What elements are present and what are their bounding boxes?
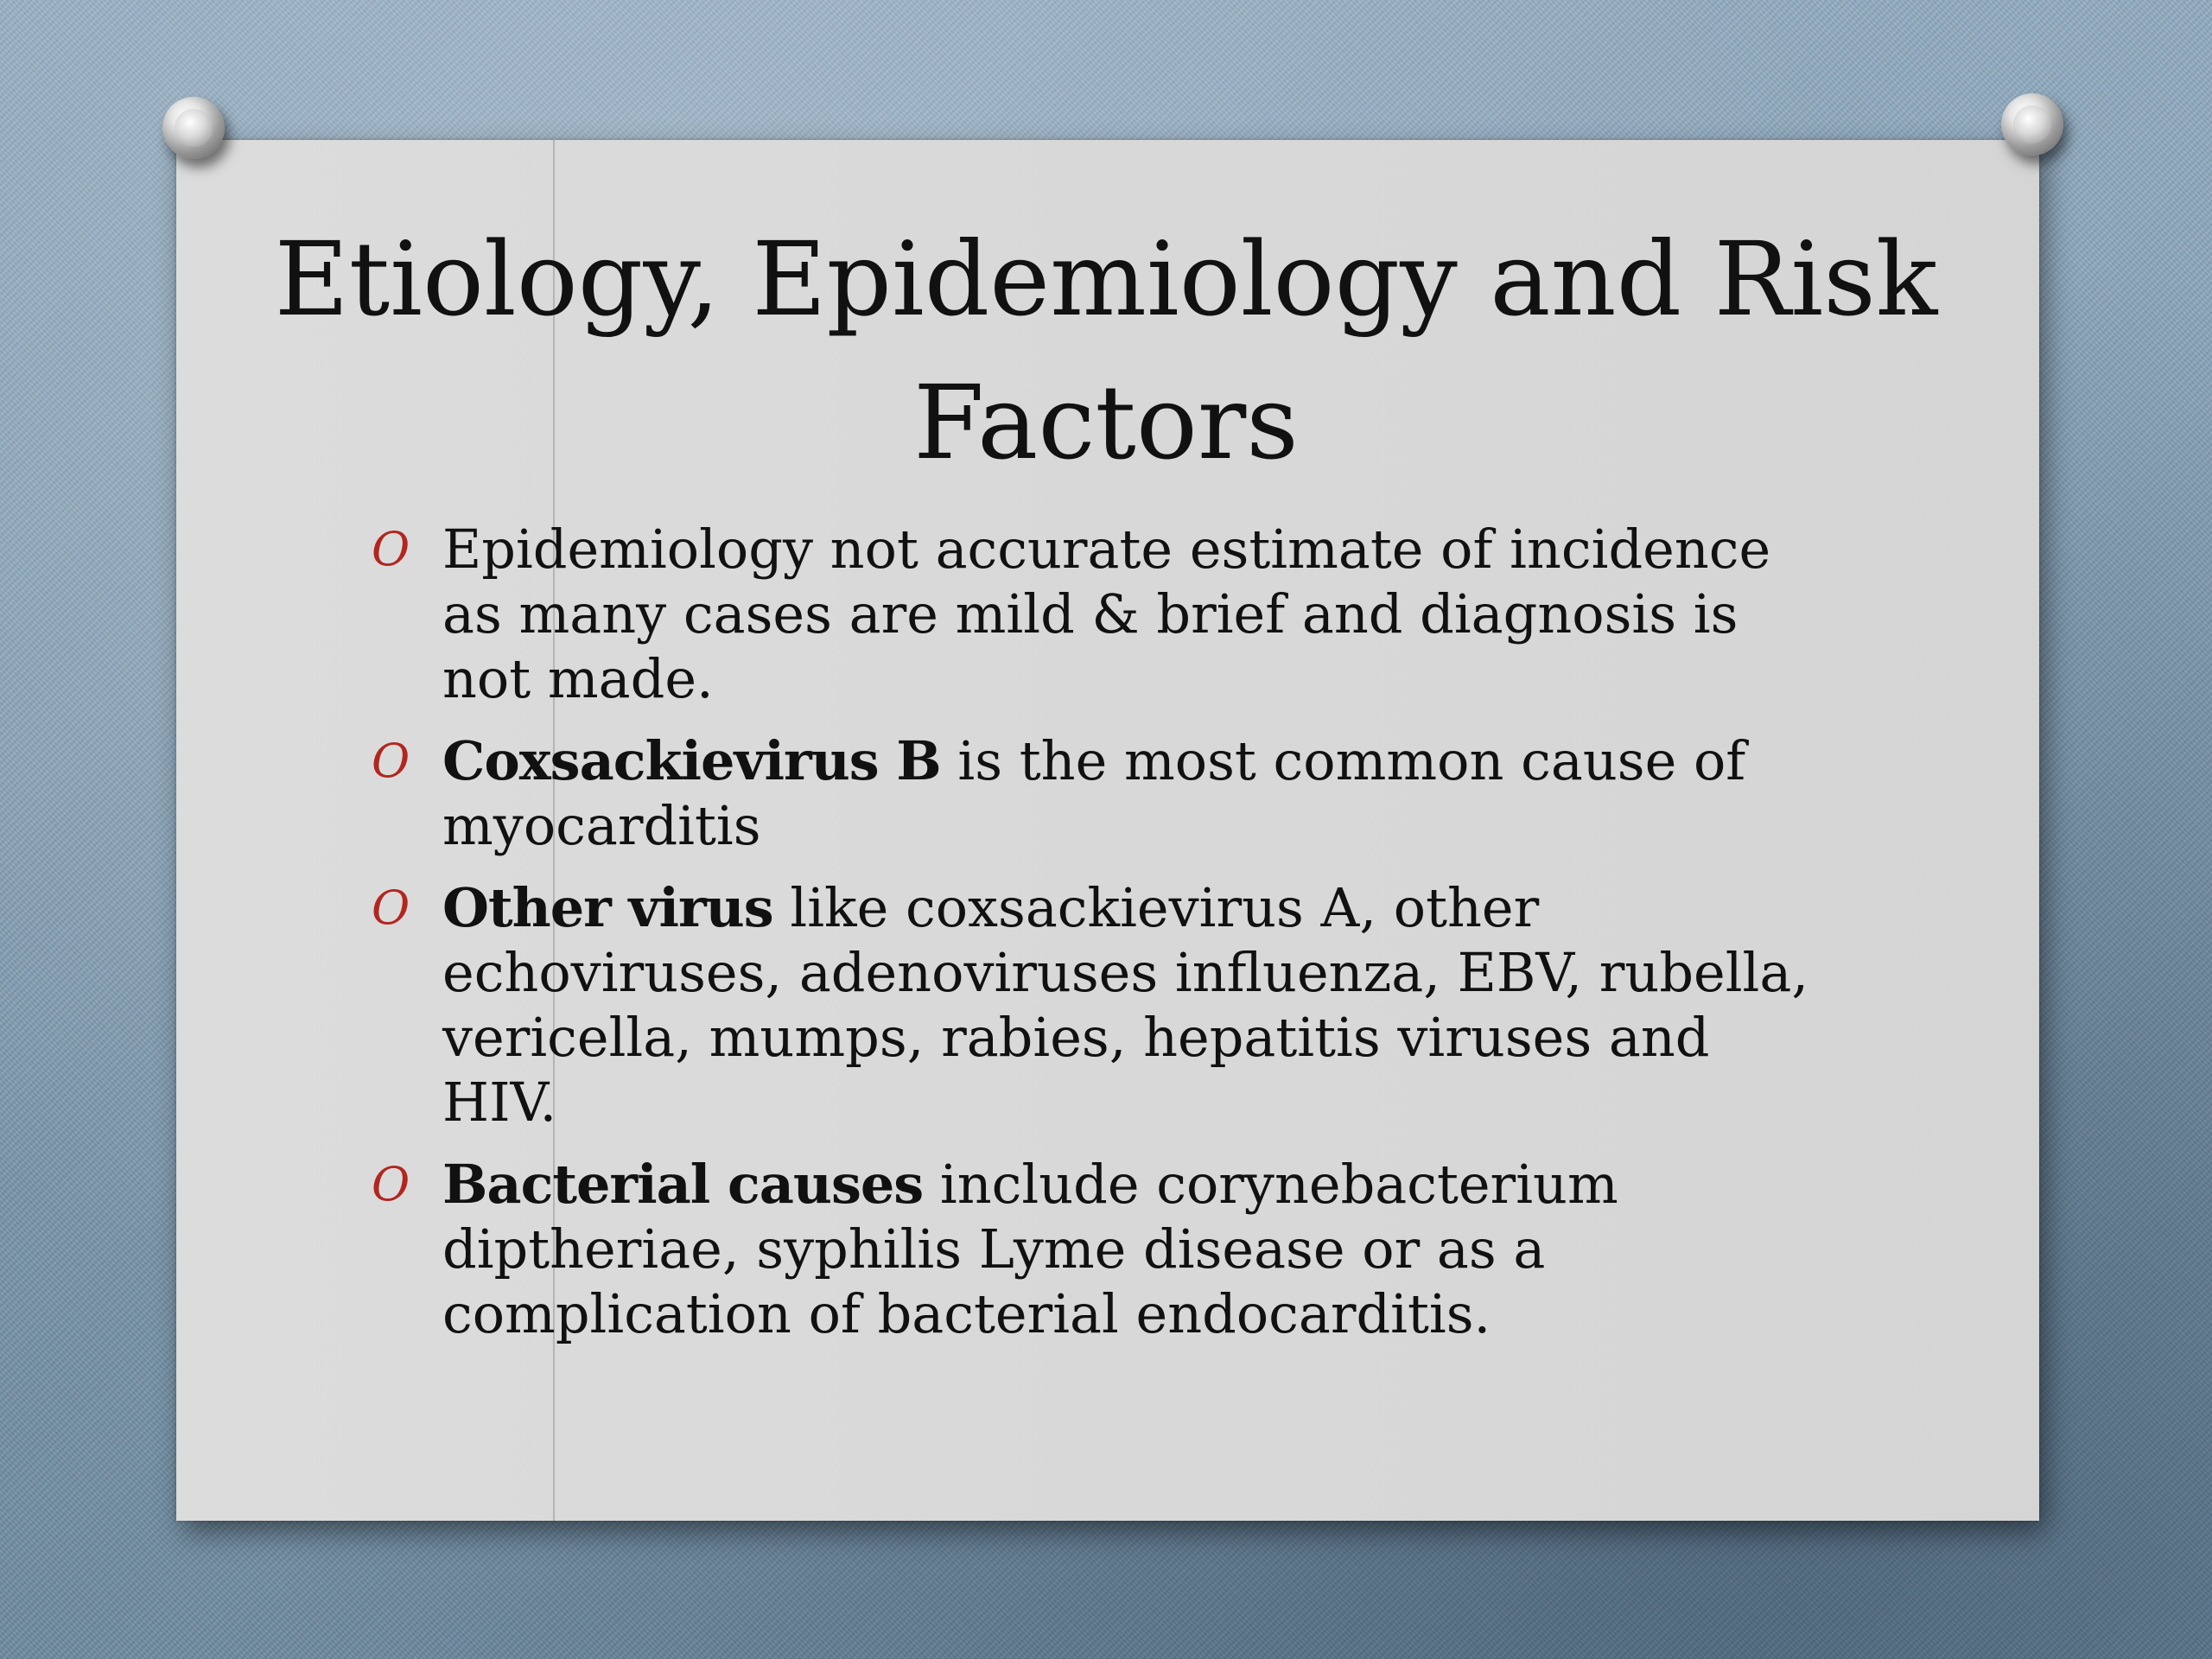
bullet-item [372,728,1840,858]
bullet-item [372,875,1840,1135]
bullet-bold-text: Bacterial causes [442,1153,924,1216]
push-pin-icon [2001,93,2063,156]
bullet-list [372,517,1840,1363]
bullet-marker-icon: O [372,734,410,788]
slide-title: Etiology, Epidemiology and Risk Factors [274,219,1938,482]
bullet-marker-icon: O [372,880,410,935]
bullet-text: Epidemiology not accurate estimate of incidence as many cases are mild & brief and diagnosis is not made. [442,518,1771,710]
bullet-text: include corynebacterium diptheriae, syphilis Lyme disease or as a complication of bacterial endocarditis. [442,1153,1618,1345]
bullet-bold-text: Coxsackievirus B [442,729,941,792]
bullet-text: like coxsackievirus A, other echoviruses, adenoviruses influenza, EBV, rubella, vericella, mumps, rabies, hepatitis viruses and HIV. [442,876,1809,1134]
bullet-marker-icon: O [372,522,410,576]
bullet-bold-text: Other virus [442,876,773,939]
push-pin-icon [162,97,225,159]
bullet-item [372,1152,1840,1346]
bullet-item [372,517,1840,711]
bullet-marker-icon: O [372,1157,410,1211]
bullet-text: is the most common cause of myocarditis [442,729,1746,857]
